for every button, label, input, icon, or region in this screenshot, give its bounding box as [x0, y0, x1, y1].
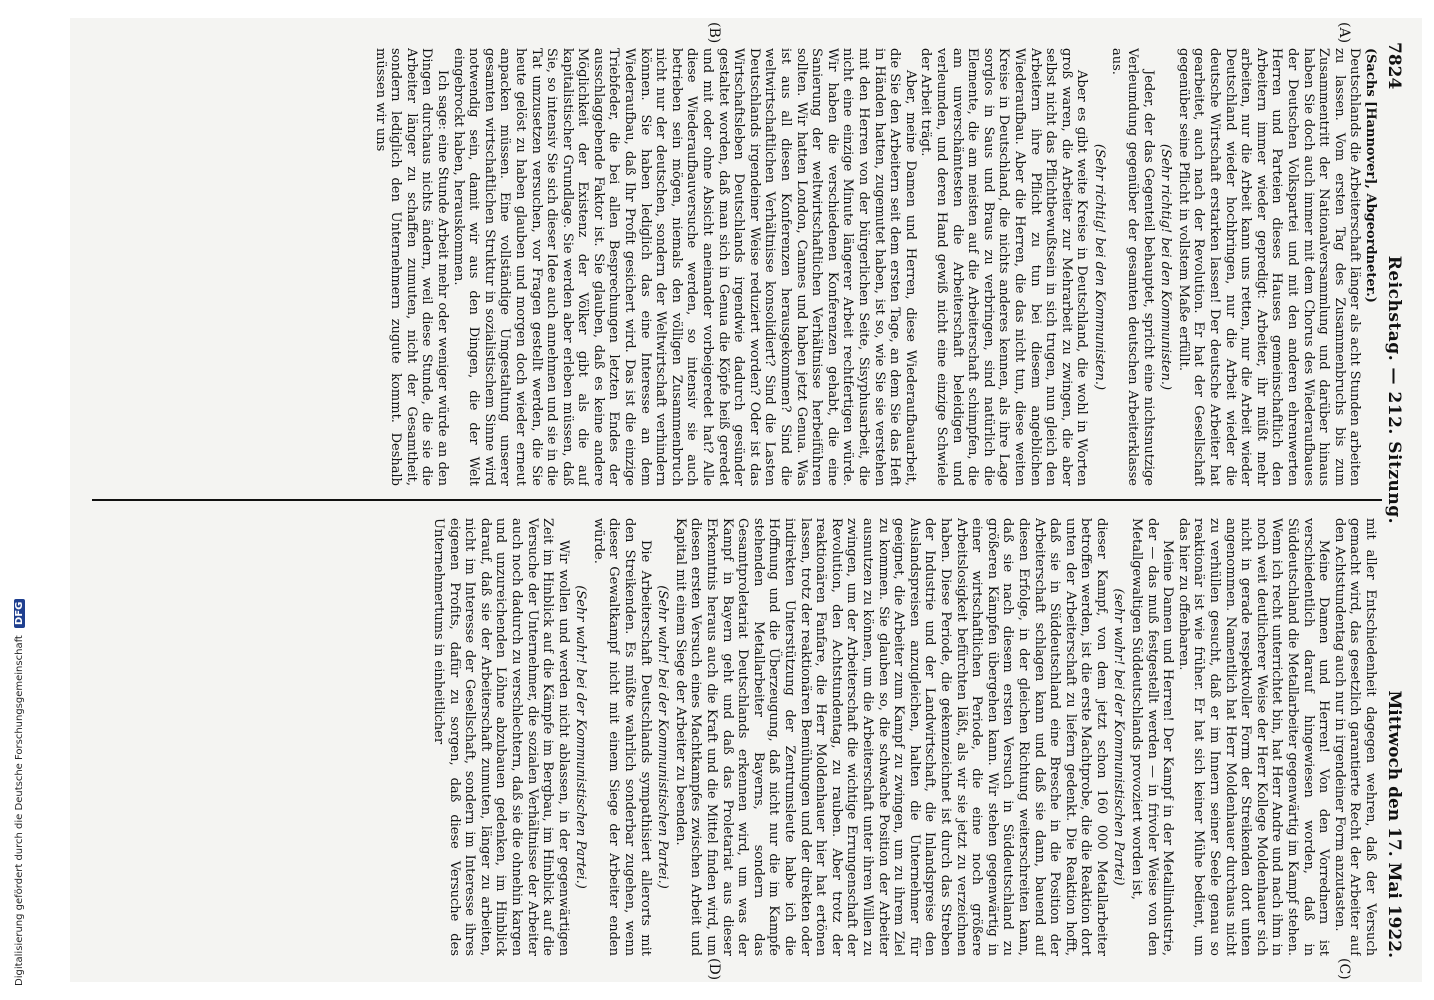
paragraph: mit aller Entschiedenheit dagegen wehren, daß der Versuch gemacht wird, das gesetzlich garantierte Recht der Arbeiter auf den Achtstundentag auch nur in irgendeiner Form anzutasten.	[1331, 518, 1378, 956]
interjection: (Sehr wahr! bei der Kommunistischen Partei.)	[655, 585, 671, 889]
paragraph: Wir wollen und werden nicht ablassen, in der gegenwärtigen Zeit im Hinblick auf die Kämpfe im Bergbau, im Hinblick auf die Versuche der Unternehmer, die sozialen Verhältnisse der Arbeiter auch noch dadurch zu verschlechtern, daß sie die ohnehin kargen und unzureichenden Löhne abzubauen gedenken, im Hinblick darauf, daß sie der Arbeiterschaft zumuten, länger zu arbeiten, nicht im Interesse der Gesellschaft, sondern im Interesse ihres eigenen Profits, dafür zu sorgen, daß diese Versuche des Unternehmertums in einheitlicher	[430, 518, 571, 956]
margin-marker-c: (C)	[1336, 958, 1352, 980]
right-column	[88, 518, 1378, 956]
speaker-line: (Sachs [Hannover], Abgeordneter.)	[1363, 48, 1378, 303]
page-date: Mittwoch den 17. Mai 1922.	[1384, 690, 1404, 958]
paragraph: Meine Damen und Herren! Der Kampf in der Metallindustrie, der — das muß festgestellt werden — in frivoler Weise von den Metallgewaltigen Süddeutschlands provoziert worden ist,	[1129, 518, 1176, 956]
paragraph: Die Arbeiterschaft Deutschlands sympathisiert allerorts mit den Streikenden. Es müßte wahrlich sonderbar zugehen, wenn dieser Gewaltkampf nicht mit einem Siege der Arbeiter enden würde.	[590, 518, 653, 956]
dfg-credit	[14, 599, 25, 986]
interjection: (sehr wahr! bei der Kommunistischen Partei)	[1111, 588, 1127, 886]
page-header	[1384, 42, 1408, 958]
dfg-logo: DFG	[14, 599, 25, 628]
page-number: 7824	[1384, 42, 1404, 90]
margin-marker-b: (B)	[706, 22, 722, 44]
page-title: Reichstag. — 212. Sitzung.	[1384, 255, 1404, 525]
margin-marker-a: (A)	[1336, 22, 1352, 44]
paragraph: Aber, meine Damen und Herren, diese Wiederaufbauarbeit, die Sie den Arbeitern seit dem ersten Tage, an dem Sie das Heft in Händen hatten, zugemutet haben, ist so, wie Sie sie verstehen mit den Herren von der bürgerlichen Seite, Sisyphusarbeit, die nicht eine einzige Minute längerer Arbeit rechtfertigen würde. Wir haben die verschiedenen Konferenzen gehabt, die eine Sanierung der weltwirtschaftlichen Verhältnisse herbeiführen sollten. Wir hatten London, Cannes und haben jetzt Genua. Was ist aus all diesen Konferenzen herausgekommen? Sind die weltwirtschaftlichen Verhältnisse konsolidiert? Sind die Lasten Deutschlands irgendeiner Weise reduziert worden? Oder ist das Wirtschaftsleben Deutschlands irgendwie dadurch gesünder gestaltet worden, daß man sich in Genua die Köpfe heiß geredet und mit oder ohne Absicht aneinander vorbeigeredet hat? Alle diese Wiederaufbauversuche werden, so intensiv sie auch betrieben sein mögen, niemals den völligen Zusammenbruch nicht nur der deutschen, sondern der Weltwirtschaft verhindern können. Sie haben lediglich das eine Interesse an dem Wiederaufbau, daß Ihr Profit gesichert wird. Das ist die einzige Triebfeder, die bei allen Besprechungen letzten Endes der ausschlaggebende Faktor ist. Sie glauben, daß es keine andere Möglichkeit der Existenz der Völker gibt als die auf kapitalistischer Grundlage. Sie werden aber erleben müssen, daß Sie, so intensiv Sie sich dieser Idee auch annehmen und sie in die Tat umzusetzen versuchen, vor Fragen gestellt werden, die Sie heute gelöst zu haben glauben und morgen doch wieder erneut anpacken müssen. Eine vollständige Umgestaltung unserer gesamten wirtschaftlichen Struktur in sozialistischem Sinne wird notwendig sein, damit wir aus den Dingen, die der Welt eingebrockt haben, herauskommen.	[450, 48, 918, 486]
credit-text: Digitalisierung gefördert durch die Deutsche Forschungsgemeinschaft	[14, 635, 25, 986]
paragraph: Deutschlands die Arbeiterschaft länger als acht Stunden arbeiten zu lassen. Vom ersten Tag des Zusammenbruchs bis zum Zusammentritt der Nationalversammlung und darüber hinaus haben Sie doch auch immer mit dem Chorus des Wiederaufbaues der Deutschen Volkspartei und mit den anderen ehrenwerten Herren und Parteien dieses Hauses gemeinschaftlich den Arbeitern immer wieder gepredigt: Arbeiter, ihr müßt mehr arbeiten, nur die Arbeit kann uns retten, nur die Arbeit wieder Deutschland wieder hochbringen, nur die Arbeit wieder die deutsche Wirtschaft erstarken lassen! Der deutsche Arbeiter hat gearbeitet, auch nach der Revolution. Er hat der Gesellschaft gegenüber seine Pflicht in vollstem Maße erfüllt.	[1175, 48, 1363, 486]
page-content	[70, 18, 1422, 982]
interjection: (Sehr richtig! bei den Kommunisten.)	[1158, 143, 1174, 391]
column-divider	[92, 499, 1382, 501]
paragraph: Meine Damen und Herren! Von den Vorrednern ist verschiedentlich darauf hingewiesen worden, daß in Süddeutschland die Metallarbeiter gegenwärtig im Kampf stehen. Wenn ich recht unterrichtet bin, hat Herr Andre und nach ihm in noch weit deutlicherer Weise der Herr Kollege Moldenhauer sich nicht in gerade respektvoller Form der Streikenden dort unten angenommen. Namentlich hat Herr Moldenhauer durchaus nicht zu verhüllen gesucht, daß er im Innern seiner Seele genau so reaktionär ist wie früher. Er hat sich keiner Mühe bedient, um das hier zu offenbaren.	[1175, 518, 1332, 956]
sidebar	[0, 0, 25, 1000]
left-column	[88, 48, 1378, 486]
paragraph: Aber es gibt weite Kreise in Deutschland, die wohl in Worten groß waren, die Arbeiter zur Mehrarbeit zu zwingen, die aber selbst nicht das Pflichtbewußtsein in sich trugen, nun gleich den Arbeitern ihre Pflicht zu tun bei diesem angeblichen Wiederaufbau. Aber die Herren, die das nicht tun, diese weiten Kreise in Deutschland, die nichts anderes kennen, als ihre Lage sorglos in Saus und Braus zu verbringen, sind natürlich die Elemente, die am meisten auf die Arbeiterschaft schimpfen, die am unverschämtesten die Arbeiterschaft beleidigen und verleumden, und deren Hand gewiß nicht eine einzige Schwiele der Arbeit trägt.	[918, 48, 1090, 486]
scanned-page	[70, 18, 1422, 982]
interjection: (Sehr richtig! bei den Kommunisten.)	[1091, 143, 1107, 391]
paragraph: Jeder, der das Gegenteil behauptet, spricht eine nichtsnutzige Verleumdung gegenüber der gesamten deutschen Arbeiterklasse aus.	[1109, 48, 1156, 486]
interjection: (Sehr wahr! bei der Kommunistischen Partei.)	[573, 585, 589, 889]
paragraph: Ich sage: eine Stunde Arbeit mehr oder weniger würde an den Dingen durchaus nichts ändern, weil diese Stunde, die sie die Arbeiter länger zu schaffen zumuten, nicht der Gesamtheit, sondern lediglich den Unternehmern zugute kommt. Deshalb müssen wir uns	[372, 48, 450, 486]
paragraph: dieser Kampf, von dem jetzt schon 160 000 Metallarbeiter betroffen werden, ist die erste Machtprobe, die die Reaktion dort unten der Arbeiterschaft zu liefern gedenkt. Die Reaktion hofft, daß sie in Süddeutschland eine Bresche in die Position der Arbeiterschaft schlagen kann und daß sie dann, bauend auf diesen Erfolge, in der gleichen Richtung weiterschreiten kann, daß sie nach diesem ersten Versuch in Süddeutschland zu größeren Kämpfen übergehen kann. Wir stehen gegenwärtig in einer wirtschaftlichen Periode, die eine noch größere Arbeitslosigkeit befürchten läßt, als wir sie jetzt zu verzeichnen haben. Diese Periode, die gekennzeichnet ist durch das Streben der Industrie und der Landwirtschaft, die Inlandspreise den Auslandspreisen anzugleichen, halten die Unternehmer für geeignet, die Arbeiter zum Kampf zu zwingen, um zu ihrem Ziel zu kommen. Sie glauben so, die schwache Position der Arbeiter ausnutzen zu können, um die Arbeiterschaft unter ihren Willen zu zwingen, um der Arbeiterschaft die wichtige Errungenschaft der Revolution, den Achtstundentag, zu rauben. Aber trotz der reaktionären Fanfare, die Herr Moldenhauer hier hat ertönen lassen, trotz der reaktionären Bemühungen und der direkten oder indirekten Unterstützung der Zentrumsleute habe ich die Hoffnung und die Überzeugung, daß nicht nur die im Kampfe stehenden Metallarbeiter Bayerns, sondern das Gesamtproletariat Deutschlands erkennen wird, um was der Kampf in Bayern geht und daß das Proletariat aus dieser Erkenntnis heraus auch die Kraft und die Mittel finden wird, um diesen ersten Versuch eines Machtkampfes zwischen Arbeit und Kapital mit einem Siege der Arbeiter zu beenden.	[672, 518, 1109, 956]
margin-marker-d: (D)	[706, 958, 722, 981]
